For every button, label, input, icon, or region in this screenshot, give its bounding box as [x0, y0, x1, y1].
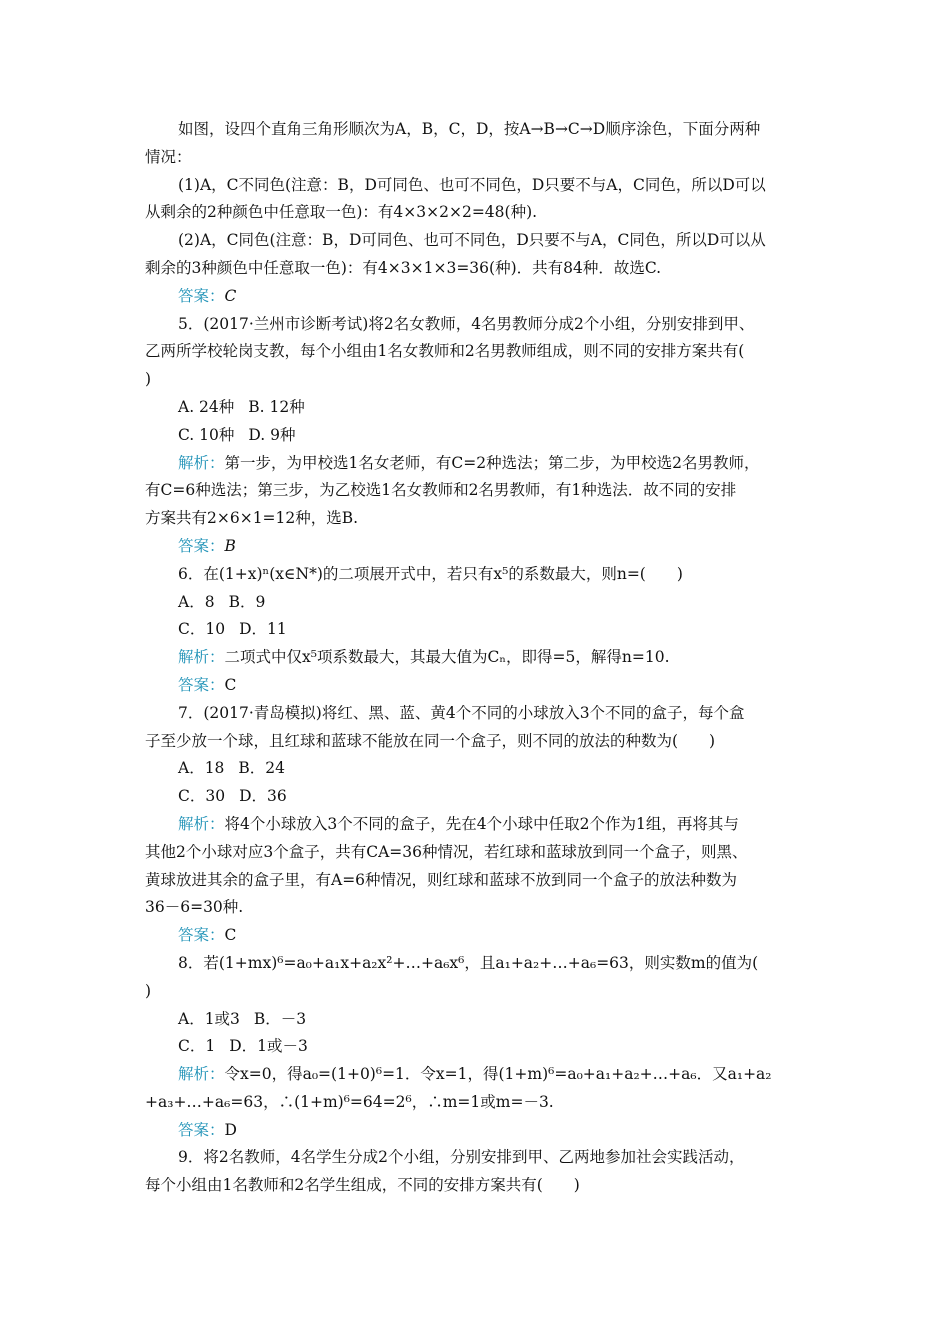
line-text: 方案共有2×6×1=12种，选B.	[145, 509, 359, 528]
option: B. 12种	[248, 397, 305, 416]
answer-value: C	[224, 286, 237, 305]
answer-value: C	[224, 926, 237, 945]
explanation-line	[145, 811, 815, 839]
option-row	[145, 783, 815, 811]
answer-line	[145, 533, 815, 561]
answer-line	[145, 283, 815, 311]
text-line	[145, 950, 815, 978]
text-line	[145, 144, 815, 172]
option-row	[145, 394, 815, 422]
text-line	[145, 116, 815, 144]
line-text: 5．(2017·兰州市诊断考试)将2名女教师，4名男教师分成2个小组，分别安排到甲、	[178, 314, 755, 333]
line-text: (1)A，C不同色(注意：B，D可同色、也可不同色，D只要不与A，C同色，所以D可以	[178, 175, 766, 194]
text-line	[145, 700, 815, 728]
option: B．9	[228, 592, 266, 611]
explanation-label: 解析：	[178, 814, 225, 833]
text-line	[145, 839, 815, 867]
line-text: 7．(2017·青岛模拟)将红、黑、蓝、黄4个不同的小球放入3个不同的盒子，每个盒	[178, 703, 745, 722]
text-line	[145, 894, 815, 922]
line-text: 8．若(1+mx)⁶=a₀+a₁x+a₂x²+…+a₆x⁶，且a₁+a₂+…+a₆=63，则实数m的值为(	[178, 953, 759, 972]
line-text: 如图，设四个直角三角形顺次为A，B，C，D，按A→B→C→D顺序涂色，下面分两种	[178, 120, 761, 138]
text-line	[145, 978, 815, 1006]
option: C．10	[178, 620, 226, 639]
explanation-text: 二项式中仅x⁵项系数最大，其最大值为Cₙ，即得=5，解得n=10.	[224, 648, 670, 667]
text-line	[145, 255, 815, 283]
text-line	[145, 477, 815, 505]
answer-label: 答案：	[178, 286, 225, 305]
line-text: 情况：	[145, 147, 192, 166]
explanation-label: 解析：	[178, 648, 225, 667]
option: A．8	[178, 592, 215, 611]
line-text: )	[145, 981, 152, 1000]
text-line	[145, 728, 815, 756]
option: A．1或3	[178, 1009, 240, 1028]
text-line	[145, 172, 815, 200]
answer-line	[145, 672, 815, 700]
option: D．36	[239, 787, 287, 806]
option-row	[145, 589, 815, 617]
line-text: 从剩余的2种颜色中任意取一色)：有4×3×2×2=48(种).	[145, 203, 538, 222]
answer-label: 答案：	[178, 1120, 225, 1139]
explanation-text: 将4个小球放入3个不同的盒子，先在4个小球中任取2个作为1组，再将其与	[224, 814, 739, 833]
explanation-label: 解析：	[178, 1065, 225, 1084]
option: D．1或－3	[229, 1037, 308, 1056]
line-text: (2)A，C同色(注意：B，D可同色、也可不同色，D只要不与A，C同色，所以D可以从	[178, 231, 766, 250]
line-text: 9．将2名教师，4名学生分成2个小组，分别安排到甲、乙两地参加社会实践活动，	[178, 1148, 745, 1167]
answer-value: D	[224, 1120, 237, 1139]
answer-line	[145, 922, 815, 950]
option: D．11	[239, 620, 287, 639]
answer-label: 答案：	[178, 926, 225, 945]
explanation-text: 令x=0，得a₀=(1+0)⁶=1．令x=1，得(1+m)⁶=a₀+a₁+a₂+…+a₆．又a₁+a₂	[224, 1065, 772, 1084]
line-text: 子至少放一个球，且红球和蓝球不能放在同一个盒子，则不同的放法的种数为( )	[145, 731, 716, 750]
text-line	[145, 311, 815, 339]
option: B．－3	[253, 1009, 307, 1028]
option-row	[145, 1033, 815, 1061]
explanation-line	[145, 644, 815, 672]
line-text: 每个小组由1名教师和2名学生组成，不同的安排方案共有( )	[145, 1176, 580, 1195]
line-text: )	[145, 370, 152, 389]
text-line	[145, 366, 815, 394]
document-body	[145, 116, 815, 1200]
text-line	[145, 1089, 815, 1117]
line-text: +a₃+…+a₆=63，∴(1+m)⁶=64=2⁶，∴m=1或m=－3.	[145, 1092, 554, 1111]
text-line	[145, 338, 815, 366]
answer-label: 答案：	[178, 675, 225, 694]
line-text: 乙两所学校轮岗支教，每个小组由1名女教师和2名男教师组成，则不同的安排方案共有(	[145, 342, 745, 361]
option: C．30	[178, 787, 226, 806]
line-text: 6．在(1+x)ⁿ(x∈N*)的二项展开式中，若只有x⁵的系数最大，则n=( )	[178, 564, 683, 583]
text-line	[145, 505, 815, 533]
line-text: 其他2个小球对应3个盒子，共有CA=36种情况，若红球和蓝球放到同一个盒子，则黑、	[145, 842, 748, 861]
answer-line	[145, 1117, 815, 1145]
answer-value: C	[224, 675, 237, 694]
line-text: 36－6=30种.	[145, 898, 244, 917]
text-line	[145, 1172, 815, 1200]
line-text: 有C=6种选法；第三步，为乙校选1名女教师和2名男教师，有1种选法．故不同的安排	[145, 481, 737, 500]
option: D. 9种	[248, 425, 296, 444]
option-row	[145, 616, 815, 644]
text-line	[145, 561, 815, 589]
option: C. 10种	[178, 425, 235, 444]
text-line	[145, 199, 815, 227]
explanation-label: 解析：	[178, 453, 225, 472]
text-line	[145, 867, 815, 895]
option: A．18	[178, 759, 225, 778]
option-row	[145, 1006, 815, 1034]
explanation-line	[145, 450, 815, 478]
option: C．1	[178, 1037, 216, 1056]
text-line	[145, 227, 815, 255]
text-line	[145, 1144, 815, 1172]
explanation-text: 第一步，为甲校选1名女老师，有C=2种选法；第二步，为甲校选2名男教师，	[224, 453, 760, 472]
option: A. 24种	[178, 397, 235, 416]
option: B．24	[238, 759, 286, 778]
line-text: 黄球放进其余的盒子里，有A=6种情况，则红球和蓝球不放到同一个盒子的放法种数为	[145, 870, 738, 889]
line-text: 剩余的3种颜色中任意取一色)：有4×3×1×3=36(种)．共有84种．故选C.	[145, 258, 662, 277]
option-row	[145, 422, 815, 450]
answer-value: B	[224, 536, 236, 555]
explanation-line	[145, 1061, 815, 1089]
answer-label: 答案：	[178, 536, 225, 555]
option-row	[145, 755, 815, 783]
